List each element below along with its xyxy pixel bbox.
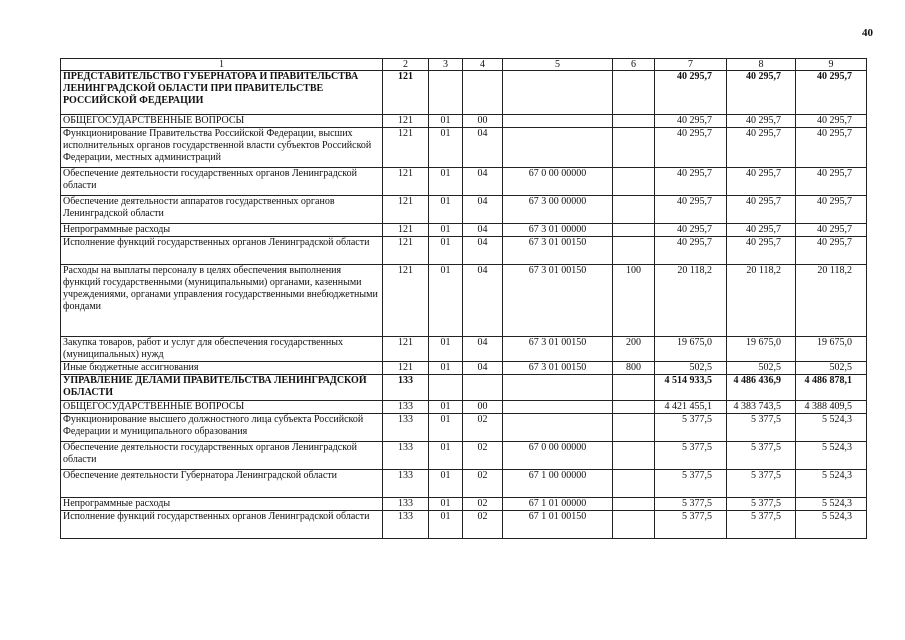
cell-sub: 00 — [463, 401, 503, 414]
cell-csr: 67 0 00 00000 — [503, 442, 613, 470]
table-row — [61, 128, 867, 168]
cell-sub: 02 — [463, 442, 503, 470]
cell-v7: 5 377,5 — [655, 498, 727, 511]
cell-csr: 67 1 01 00000 — [503, 498, 613, 511]
cell-sec: 01 — [429, 224, 463, 237]
cell-code: 121 — [383, 337, 429, 362]
cell-sec: 01 — [429, 401, 463, 414]
cell-v7: 40 295,7 — [655, 237, 727, 265]
cell-sub: 02 — [463, 498, 503, 511]
cell-code: 133 — [383, 442, 429, 470]
cell-v8: 5 377,5 — [727, 442, 796, 470]
cell-vr — [613, 128, 655, 168]
cell-csr — [503, 375, 613, 401]
table-row — [61, 71, 867, 115]
cell-name: УПРАВЛЕНИЕ ДЕЛАМИ ПРАВИТЕЛЬСТВА ЛЕНИНГРАДСКОЙ ОБЛАСТИ — [61, 375, 383, 401]
cell-name: ОБЩЕГОСУДАРСТВЕННЫЕ ВОПРОСЫ — [61, 115, 383, 128]
cell-vr — [613, 442, 655, 470]
cell-code: 121 — [383, 265, 429, 337]
cell-vr — [613, 115, 655, 128]
cell-name: Непрограммные расходы — [61, 498, 383, 511]
cell-code: 121 — [383, 237, 429, 265]
cell-vr: 800 — [613, 362, 655, 375]
cell-v7: 40 295,7 — [655, 128, 727, 168]
cell-vr — [613, 71, 655, 115]
header-cell: 8 — [727, 59, 796, 71]
cell-v9: 40 295,7 — [796, 224, 867, 237]
cell-v9: 40 295,7 — [796, 71, 867, 115]
cell-name: Исполнение функций государственных органов Ленинградской области — [61, 511, 383, 539]
cell-sub: 02 — [463, 511, 503, 539]
cell-name: Функционирование высшего должностного лица субъекта Российской Федерации и муниципального образования — [61, 414, 383, 442]
cell-v7: 40 295,7 — [655, 168, 727, 196]
page-number: 40 — [862, 27, 873, 39]
cell-v8: 502,5 — [727, 362, 796, 375]
table-row — [61, 498, 867, 511]
cell-v7: 4 514 933,5 — [655, 375, 727, 401]
cell-v8: 40 295,7 — [727, 237, 796, 265]
cell-sec: 01 — [429, 128, 463, 168]
cell-v8: 5 377,5 — [727, 470, 796, 498]
cell-vr — [613, 237, 655, 265]
table-row — [61, 196, 867, 224]
cell-sec — [429, 375, 463, 401]
cell-v7: 5 377,5 — [655, 470, 727, 498]
table-row — [61, 224, 867, 237]
cell-v9: 40 295,7 — [796, 196, 867, 224]
cell-vr — [613, 511, 655, 539]
cell-v9: 5 524,3 — [796, 442, 867, 470]
cell-csr: 67 0 00 00000 — [503, 168, 613, 196]
cell-sub: 04 — [463, 196, 503, 224]
cell-v9: 40 295,7 — [796, 115, 867, 128]
cell-v8: 40 295,7 — [727, 115, 796, 128]
budget-table — [60, 58, 867, 539]
cell-sub: 02 — [463, 414, 503, 442]
cell-v7: 40 295,7 — [655, 115, 727, 128]
cell-code: 133 — [383, 414, 429, 442]
cell-name: Закупка товаров, работ и услуг для обеспечения государственных (муниципальных) нужд — [61, 337, 383, 362]
cell-code: 121 — [383, 196, 429, 224]
cell-sec: 01 — [429, 337, 463, 362]
cell-vr — [613, 168, 655, 196]
cell-v7: 40 295,7 — [655, 224, 727, 237]
cell-v8: 20 118,2 — [727, 265, 796, 337]
cell-v9: 4 486 878,1 — [796, 375, 867, 401]
cell-sec: 01 — [429, 362, 463, 375]
cell-sec: 01 — [429, 265, 463, 337]
cell-vr — [613, 401, 655, 414]
table-row — [61, 168, 867, 196]
header-cell: 1 — [61, 59, 383, 71]
cell-v9: 40 295,7 — [796, 168, 867, 196]
cell-v8: 40 295,7 — [727, 128, 796, 168]
cell-vr — [613, 224, 655, 237]
cell-code: 133 — [383, 470, 429, 498]
header-cell: 4 — [463, 59, 503, 71]
cell-csr — [503, 115, 613, 128]
cell-v7: 5 377,5 — [655, 511, 727, 539]
cell-name: Обеспечение деятельности аппаратов государственных органов Ленинградской области — [61, 196, 383, 224]
cell-v7: 5 377,5 — [655, 414, 727, 442]
table-row — [61, 442, 867, 470]
cell-code: 133 — [383, 401, 429, 414]
cell-csr — [503, 71, 613, 115]
cell-csr: 67 1 00 00000 — [503, 470, 613, 498]
cell-v9: 4 388 409,5 — [796, 401, 867, 414]
cell-v8: 5 377,5 — [727, 498, 796, 511]
cell-vr — [613, 375, 655, 401]
cell-v8: 4 383 743,5 — [727, 401, 796, 414]
header-cell: 3 — [429, 59, 463, 71]
cell-name: Обеспечение деятельности государственных органов Ленинградской области — [61, 168, 383, 196]
cell-v9: 40 295,7 — [796, 128, 867, 168]
table-row — [61, 337, 867, 362]
cell-csr: 67 3 01 00150 — [503, 265, 613, 337]
cell-v7: 40 295,7 — [655, 71, 727, 115]
cell-sub: 00 — [463, 115, 503, 128]
cell-sec: 01 — [429, 442, 463, 470]
cell-v8: 40 295,7 — [727, 71, 796, 115]
cell-name: Расходы на выплаты персоналу в целях обеспечения выполнения функций государственными (муниципальными) органами, казенными учреждениями, органами управления государственными внебюджетными фондами — [61, 265, 383, 337]
table-row — [61, 375, 867, 401]
cell-sub: 04 — [463, 237, 503, 265]
cell-code: 133 — [383, 511, 429, 539]
cell-sec: 01 — [429, 237, 463, 265]
header-cell: 2 — [383, 59, 429, 71]
table-row — [61, 401, 867, 414]
cell-v8: 40 295,7 — [727, 196, 796, 224]
cell-csr: 67 3 01 00150 — [503, 362, 613, 375]
cell-sub: 04 — [463, 362, 503, 375]
cell-code: 133 — [383, 375, 429, 401]
cell-vr — [613, 498, 655, 511]
header-row — [61, 59, 867, 71]
cell-sec: 01 — [429, 115, 463, 128]
cell-csr: 67 3 01 00000 — [503, 224, 613, 237]
cell-sub — [463, 71, 503, 115]
table-row — [61, 414, 867, 442]
cell-v8: 19 675,0 — [727, 337, 796, 362]
cell-v9: 502,5 — [796, 362, 867, 375]
cell-sub: 02 — [463, 470, 503, 498]
cell-csr — [503, 401, 613, 414]
header-cell: 5 — [503, 59, 613, 71]
cell-v7: 4 421 455,1 — [655, 401, 727, 414]
cell-vr — [613, 414, 655, 442]
cell-name: Обеспечение деятельности Губернатора Ленинградской области — [61, 470, 383, 498]
cell-v9: 5 524,3 — [796, 498, 867, 511]
header-cell: 9 — [796, 59, 867, 71]
cell-sec: 01 — [429, 414, 463, 442]
header-cell: 7 — [655, 59, 727, 71]
cell-sub: 04 — [463, 337, 503, 362]
cell-code: 121 — [383, 362, 429, 375]
cell-csr: 67 3 01 00150 — [503, 337, 613, 362]
table-row — [61, 511, 867, 539]
cell-v9: 19 675,0 — [796, 337, 867, 362]
cell-v8: 40 295,7 — [727, 168, 796, 196]
cell-v8: 40 295,7 — [727, 224, 796, 237]
cell-name: Иные бюджетные ассигнования — [61, 362, 383, 375]
cell-sub — [463, 375, 503, 401]
table-row — [61, 115, 867, 128]
cell-vr — [613, 470, 655, 498]
cell-vr — [613, 196, 655, 224]
cell-v9: 5 524,3 — [796, 470, 867, 498]
cell-name: Функционирование Правительства Российской Федерации, высших исполнительных органов государственной власти субъектов Российской Федерации, местных администраций — [61, 128, 383, 168]
cell-sec — [429, 71, 463, 115]
cell-v7: 19 675,0 — [655, 337, 727, 362]
header-cell: 6 — [613, 59, 655, 71]
cell-csr — [503, 414, 613, 442]
cell-sec: 01 — [429, 498, 463, 511]
table-row — [61, 362, 867, 375]
cell-v9: 40 295,7 — [796, 237, 867, 265]
cell-v8: 4 486 436,9 — [727, 375, 796, 401]
cell-sub: 04 — [463, 265, 503, 337]
cell-v9: 5 524,3 — [796, 414, 867, 442]
cell-v7: 20 118,2 — [655, 265, 727, 337]
cell-v7: 5 377,5 — [655, 442, 727, 470]
cell-code: 121 — [383, 115, 429, 128]
cell-code: 121 — [383, 128, 429, 168]
table-row — [61, 470, 867, 498]
cell-name: ОБЩЕГОСУДАРСТВЕННЫЕ ВОПРОСЫ — [61, 401, 383, 414]
cell-sub: 04 — [463, 128, 503, 168]
cell-v7: 40 295,7 — [655, 196, 727, 224]
cell-name: Исполнение функций государственных органов Ленинградской области — [61, 237, 383, 265]
cell-sec: 01 — [429, 511, 463, 539]
cell-csr: 67 3 01 00150 — [503, 237, 613, 265]
cell-v9: 5 524,3 — [796, 511, 867, 539]
cell-sec: 01 — [429, 196, 463, 224]
cell-sub: 04 — [463, 224, 503, 237]
cell-csr: 67 1 01 00150 — [503, 511, 613, 539]
cell-name: Обеспечение деятельности государственных органов Ленинградской области — [61, 442, 383, 470]
cell-csr: 67 3 00 00000 — [503, 196, 613, 224]
table-row — [61, 237, 867, 265]
table-row — [61, 265, 867, 337]
cell-code: 133 — [383, 498, 429, 511]
cell-v8: 5 377,5 — [727, 414, 796, 442]
cell-code: 121 — [383, 224, 429, 237]
cell-sec: 01 — [429, 470, 463, 498]
cell-v7: 502,5 — [655, 362, 727, 375]
cell-sec: 01 — [429, 168, 463, 196]
cell-name: Непрограммные расходы — [61, 224, 383, 237]
cell-vr: 200 — [613, 337, 655, 362]
cell-name: ПРЕДСТАВИТЕЛЬСТВО ГУБЕРНАТОРА И ПРАВИТЕЛЬСТВА ЛЕНИНГРАДСКОЙ ОБЛАСТИ ПРИ ПРАВИТЕЛЬСТВЕ РОССИЙСКОЙ ФЕДЕРАЦИИ — [61, 71, 383, 115]
cell-csr — [503, 128, 613, 168]
cell-v9: 20 118,2 — [796, 265, 867, 337]
cell-v8: 5 377,5 — [727, 511, 796, 539]
cell-vr: 100 — [613, 265, 655, 337]
cell-code: 121 — [383, 168, 429, 196]
cell-code: 121 — [383, 71, 429, 115]
cell-sub: 04 — [463, 168, 503, 196]
